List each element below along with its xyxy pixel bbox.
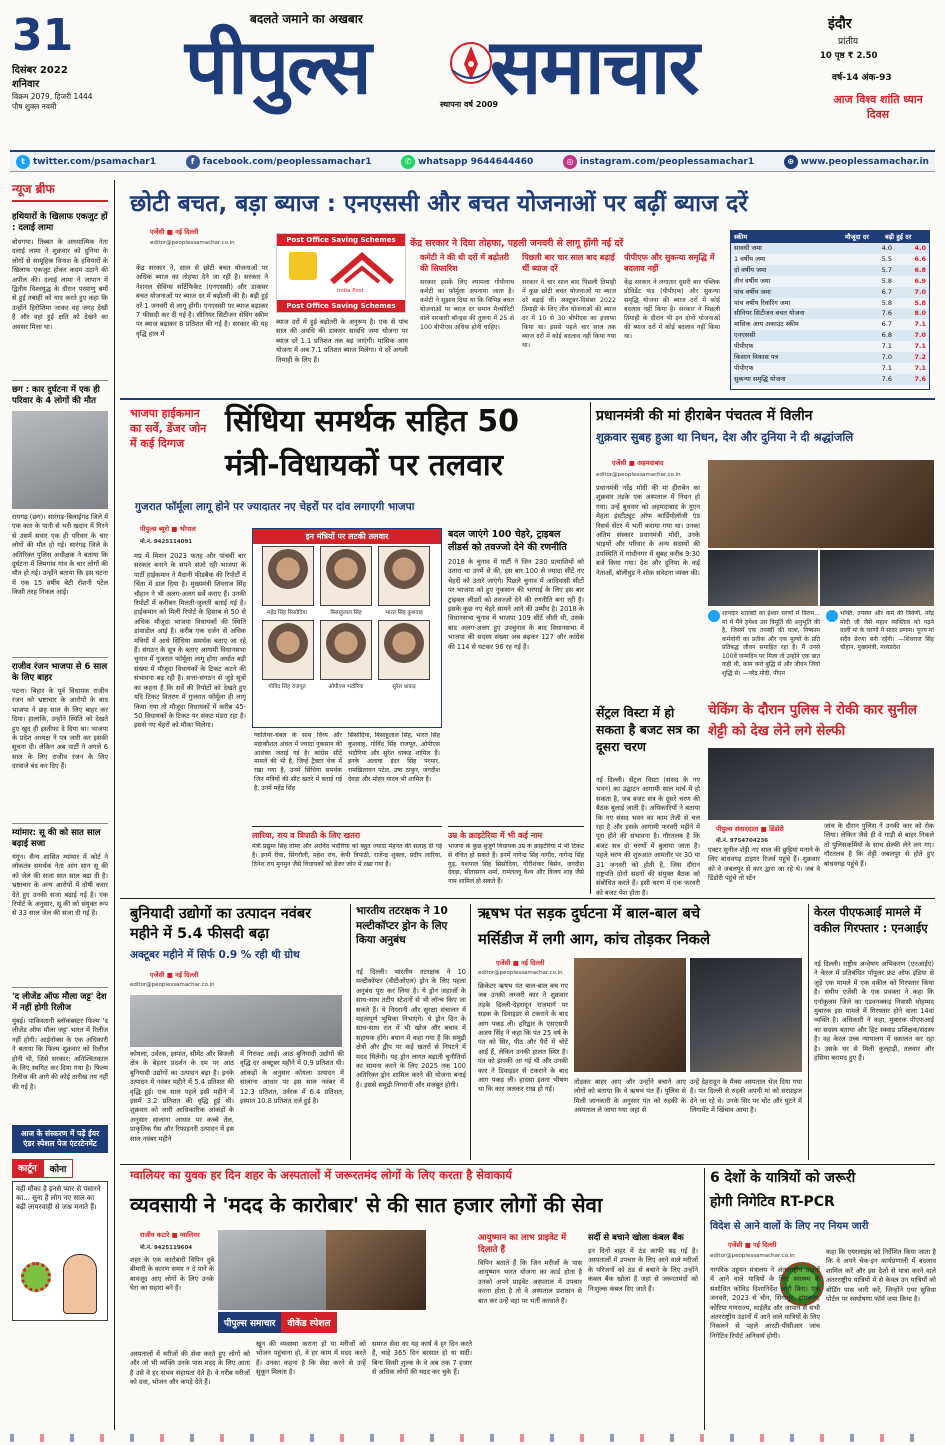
twitter-icon [826, 610, 838, 622]
heeraben-headline: प्रधानमंत्री की मां हीराबेन पंचतत्व में विलीन [596, 408, 813, 424]
rate-table-row [731, 352, 929, 363]
minister-photo-1 [262, 546, 314, 606]
website-url: www.peoplessamachar.in [800, 156, 929, 167]
rate-current-value: 7.1 [881, 342, 892, 351]
column-divider [808, 904, 809, 1160]
cartoon-figure [63, 1254, 97, 1314]
minister-name-5: गोविंद सिंह राजपूत [268, 684, 306, 690]
scindia-foot2 [448, 826, 584, 894]
rate-table-row [731, 265, 929, 276]
pant-hospital-photo [574, 958, 686, 1072]
rate-current-value: 6.8 [881, 331, 892, 340]
seva-box2-title: सर्दी से बचाने खोला कंबल बैंक [588, 1233, 684, 1243]
post-office-label-top: Post Office Saving Schemes [277, 234, 405, 246]
rate-new-value: 7.6 [914, 374, 926, 383]
rate-scheme-name: पांच वर्षीय रिकरिंग जमा [734, 298, 791, 307]
seva-body-bottom: अस्पतालों में मरीजों की सेवा करते हुए लोगों को और जो भी व्यक्ति उनके पास मदद के लिए आता है उसे वे हर संभव सहायता देते हैं। वे गरीब मरीजों को दवा, भोजन और कपड़े देते हैं। [130, 1350, 250, 1387]
minister-photo-6 [378, 620, 430, 680]
minister-photo-4 [262, 620, 314, 680]
title-right: समाचार [490, 22, 698, 111]
post-office-emblem-icon [289, 252, 317, 280]
lead-box2-title: पिछली बार चार साल बाद बढ़ाई थीं ब्याज दरें [522, 253, 615, 273]
rate-scheme-name: मासिक आय अकाउंट स्कीम [734, 320, 799, 329]
globe-icon: ⊕ [784, 155, 798, 169]
rate-new-value: 7.0 [914, 287, 926, 296]
whatsapp-link[interactable] [401, 155, 533, 169]
minister-photo-5 [320, 620, 372, 680]
cremation-photo [708, 460, 934, 548]
industry-email: editor@peoplessamachar.co.in [130, 982, 215, 988]
brief-item2-body: रायगढ़ (छग)। सारंगढ़-बिलाईगढ़ जिले में एक कार के पानी से भरी खदान में गिरने से उसमें सवार एक ही परिवार के चार लोगों की मौत हो गई। सारंगढ़ जिले के अतिरिक्त पुलिस अधीक्षक ने बताया कि दुर्घटना में लिमगांव गांव के चार लोगों की मौत हो गई। उन्होंने बताया कि इस घटना में एक 15 वर्षीय बेटी रोशनी पटेल किसी तरह निकल आई। [12, 513, 108, 597]
column-divider [704, 1168, 705, 1430]
scindia-headline-1: सिंधिया समर्थक सहित 50 [225, 404, 520, 439]
rate-header-scheme: स्कीम [734, 233, 748, 241]
rate-table-row [731, 319, 929, 330]
brief-item4-body: यंगून। सैन्य शासित म्यांमार में कोर्ट ने लोकतंत्र समर्थक नेता आंग सान सू की को जेल की सजा सात साल बढ़ा दी है। भ्रष्टाचार के अन्य आरोपों में दोषी करार देते हुए उनकी सजा बढ़ाई गई है। एक रिपोर्ट के अनुसार, सू की को संयुक्त रूप से 33 साल जेल की सजा दी गई है। [12, 853, 108, 918]
heeraben-email: editor@peoplessamachar.co.in [596, 472, 681, 478]
pfi-body: नई दिल्ली। राष्ट्रीय अन्वेषण अभिकरण (एनआईए) ने केरल में प्रतिबंधित पॉपुलर फ्रंट ऑफ इंडिया से जुड़े एक मामले में एक वकील को गिरफ्तार किया है। संघीय एजेंसी के एक प्रवक्ता ने कहा कि एर्नाकुलम जिले का एडवनक्कड़ निवासी मोहम्मद मुबारक इस मामले में गिरफ्तार होने वाला 14वां व्यक्ति है। अधिकारी ने कहा, मुबारक पीएफआई का सदस्य बताया और हिट स्क्वाड प्रशिक्षक/सदस्य है। वह केरल उच्च न्यायालय में वकालत कर रहा है। उसके घर से मिली कुल्हाड़ी, तलवार और हंसिया बरामद हुए हैं। [814, 960, 934, 1063]
checking-body-left: एक्टर सुनील शेट्टी नए साल की छुट्टियां मनाने के लिए बांधवगढ़ टाइगर रिजर्व पहुंचे हैं। शुक्रवार को वे जबलपुर से कार द्वारा जा रहे थे। जब वे डिंडोरी पहुंचे तो स्टेंन [708, 846, 820, 883]
rate-current-value: 7.1 [881, 363, 892, 372]
edition-promo: आज के संस्करण में पढ़ें ईयर एंडर स्पेशल पेज एंटरटेनमेंट [12, 1125, 108, 1153]
post-office-logo-box [276, 233, 406, 313]
print-register-strip [10, 1434, 935, 1442]
lead-col2-body: ब्याज दरों में हुई बढ़ोतरी के अनुरूप है। एक से पांच साल की अवधि की डाकघर सावधि जमा योजना पर ब्याज दरें 1.1 प्रतिशत तक बढ़ जाएंगी। मासिक आय योजना में अब 7.1 प्रतिशत ब्याज मिलेगा। ये दरें अगली तिमाही के लिए हैं। [276, 318, 408, 364]
minister-name-6: सुरेश धाकड़ [392, 684, 416, 690]
rate-current-value: 6.7 [881, 287, 892, 296]
scindia-headline-2: मंत्री-विधायकों पर तलवार [225, 448, 503, 483]
pant-email: editor@peoplessamachar.co.in [478, 970, 563, 976]
column-divider [114, 180, 115, 1430]
minister-name-2: बिसाहूलाल सिंह [330, 610, 362, 616]
rate-scheme-name: पीपीएफ [734, 342, 754, 351]
whatsapp-number: whatsapp 9644644460 [418, 156, 534, 167]
rate-scheme-name: सावधी जमा [734, 244, 762, 252]
pant-body-mid: तोड़कर बाहर आए और उन्होंने बचाने आए लोगों को बताया कि वे ऋषभ पंत हैं। पुलिस से मिली जानकारी के अनुसार पंत को रुड़की के अस्पताल ले जाया गया जहां से [574, 1078, 686, 1115]
coastguard-body: नई दिल्ली। भारतीय तटरक्षक ने 10 मल्टीकॉप्टर (वीटीओएल) ड्रोन के लिए पहला अनुबंध पूरा कर लिया है। ये ड्रोन जहाजों के साथ-साथ तटीय स्टेशनों से भी लॉन्च किए जा सकते हैं। ये निगरानी और सुरक्षा संचालन में महत्वपूर्ण भूमिका निभाएंगे। ये ड्रोन दिन के साथ-साथ रात में भी खोज और बचाव में सहायक होंगे। बयान में कहा गया है कि समुद्री क्षेत्रों और द्वीप पर कई खतरों से निपटने में मदद मिलेगी। यह ड्रोन लागत बढ़ाती चुनौतियों का सामना करने के लिए 2025 तक 100 अतिरिक्त ड्रोन शामिल करने की योजना बनाई है। इससे समुद्री निगरानी और मजबूत होगी। [356, 968, 466, 1089]
lead-box1-body: सरकार इसके लिए श्यामला गोपीनाथ कमेटी का फॉर्मूला अपनाया जाता है। कमेटी ने सुझाव दिया था कि विभिन्न बचत योजनाओं पर ब्याज दर समान मैच्योरिटी वाले सरकारी बॉन्ड्स की तुलना में 25 से 100 बीपीएस अधिक होनी चाहिए। [420, 279, 514, 331]
rtpcr-email: editor@peoplessamachar.co.in [710, 1253, 795, 1259]
heeraben-body: प्रधानमंत्री नरेंद्र मोदी की मां हीराबेन का शुक्रवार तड़के एक अस्पताल में निधन हो गया। उन्हें बुधवार को अहमदाबाद के यूएन मेहता इंस्टीट्यूट ऑफ कार्डियोलॉजी एंड रिसर्च सेंटर में भर्ती कराया गया था। उनका अंतिम संस्कार प्रधानमंत्री मोदी, उनके भाइयों और परिवार के अन्य सदस्यों की उपस्थिति में गांधीनगर में सुबह करीब 9:30 बजे किया गया। देश और दुनिया के कई नेताओं, बॉलीवुड ने शोक संवेदना व्यक्त की। [596, 484, 700, 577]
rate-table-row [731, 276, 929, 287]
brief-item2-title: छग : कार दुर्घटना में एक ही परिवार के 4 लोगों की मौत [12, 380, 108, 407]
date-day: 31 [12, 10, 74, 61]
minister-photo-3 [378, 546, 430, 606]
rate-current-value: 5.8 [881, 276, 892, 285]
scindia-byline: पीपुल्स ब्यूरो ■ भोपाल [140, 525, 196, 533]
cartoon-corner: कोना [43, 1159, 74, 1178]
rate-new-value: 7.0 [914, 331, 926, 340]
rate-current-value: 7.0 [881, 353, 892, 362]
industry-photo [130, 995, 342, 1047]
rate-scheme-name: दो वर्षीय जमा [734, 265, 767, 274]
rate-table-row [731, 308, 929, 319]
pfi-headline: केरल पीएफआई मामले में वकील गिरफ्तार : एनआईए [814, 905, 928, 935]
cartoon-caption: वहीं मौका है इनसे प्यार से पसारने का... सुना है लोग नए साल का बढ़ी लापरवाही से जश्न मनाते हैं। [16, 1185, 101, 1211]
rate-table-row [731, 298, 929, 309]
rate-table-row [731, 363, 929, 374]
rate-new-value: 6.8 [914, 265, 926, 274]
price: 10 पृष्ठ ₹ 2.50 [820, 51, 878, 61]
day-note: आज विश्व शांति ध्यान दिवस [833, 93, 923, 121]
minister-name-3: भारत सिंह कुशवाह [385, 610, 423, 616]
twitter-icon [708, 610, 720, 622]
pant-headline-2: मर्सिडीज में लगी आग, कांच तोड़कर निकले [478, 931, 711, 948]
industry-sub: अक्टूबर महीने में सिर्फ 0.9 % रही थी ग्रोथ [130, 949, 300, 961]
heeraben-byline: एजेंसी ■ अहमदाबाद [612, 459, 664, 467]
rate-table [730, 230, 930, 390]
facebook-handle: facebook.com/peoplessamachar1 [202, 156, 372, 167]
edition: प्रांतीय [838, 37, 859, 47]
coastguard-headline: भारतीय तटरक्षक ने 10 मल्टीकॉप्टर ड्रोन के लिए किया अनुबंध [356, 905, 448, 946]
hospital-ward-photo [218, 1230, 326, 1310]
lead-box3-title: पीपीएफ और सुकन्या समृद्धि में बदलाव नहीं [624, 253, 715, 273]
rate-new-value: 7.1 [914, 342, 926, 351]
rate-table-row [731, 243, 929, 254]
lead-email: editor@peoplessamachar.co.in [150, 240, 235, 246]
rate-table-header [731, 231, 929, 243]
date-block [12, 10, 122, 112]
heeraben-quote2-text: भक्ति, तपस्या और कर्म की त्रिवेणी, नरेंद्र मोदी जी जैसे महान व्यक्तित्व को गढ़ने वाली मां के चरणों में सादर प्रणाम। पूज्य मां सदैव प्रेरणा बनी रहेंगी। —शिवराज सिंह चौहान, मुख्यमंत्री, मध्यप्रदेश [840, 610, 934, 651]
rate-current-value: 4.0 [881, 244, 892, 252]
pant-body-right: उन्हें देहरादून के मैक्स अस्पताल भेज दिया गया है। पंत दिल्ली से रुड़की अपनी मां को सरप्राइज देने जा रहे थे। उनके सिर पर चोट और घुटने में लिगामेंट में खिंचाव आया है। [690, 1078, 802, 1115]
section-rule [120, 398, 935, 400]
checking-byline: पीपुल्स संवाददाता ■ डिंडोरी [716, 825, 784, 833]
rate-table-row [731, 287, 929, 298]
title-left: पीपुल्स [185, 22, 370, 111]
rate-current-value: 5.7 [881, 265, 892, 274]
brief-item1-title: हथियारों के खिलाफ एकजुट हों : दलाई लामा [12, 212, 108, 233]
rate-new-value: 6.6 [914, 254, 926, 263]
rate-new-value: 7.1 [914, 363, 926, 372]
masthead [0, 0, 945, 148]
sunil-shetty-photo [708, 748, 934, 820]
instagram-icon: ◎ [563, 155, 577, 169]
scindia-foot1-title: लारिया, राय व त्रिपाठी के लिए खतरा [252, 831, 361, 840]
rate-scheme-name: एनएससी [734, 331, 756, 340]
ministers-box-title: इन मंत्रियों पर लटकी तलवार [253, 529, 441, 544]
scindia-foot1 [252, 826, 442, 894]
rate-scheme-name: पांच वर्षीय जमा [734, 287, 771, 296]
lead-sub: केंद्र सरकार ने दिया तोहफा, पहली जनवरी से लागू होंगी नई दरें [410, 238, 624, 249]
rate-scheme-name: सुकन्या समृद्धि योजना [734, 374, 786, 383]
rate-current-value: 7.6 [881, 309, 892, 318]
section-rule [120, 1164, 935, 1165]
facebook-link[interactable] [186, 155, 372, 169]
tagline: बदलते जमाने का अखबार [250, 12, 363, 26]
rate-scheme-name: सीनियर सिटीजन बचत योजना [734, 309, 805, 318]
heeraben-quote1 [708, 610, 820, 698]
rtpcr-byline: एजेंसी ■ नई दिल्ली [728, 1241, 777, 1249]
rate-table-row [731, 341, 929, 352]
scindia-foot1-body: मंत्री प्रद्युम्न सिंह तोमर और अरविंद भदौरिया को बहुत ज्यादा मेहनत की सलाह दी गई है। इनमें रीवा, सिंगरौली, महेश राय, केपी त्रिपाठी, राजेन्द्र शुक्ला, प्रदीप लारिया, दिनेश राय मुनमुन जैसे विधायकों को डेंजर जोन में रखा गया है। [252, 843, 442, 868]
lead-box3-body: केंद्र सरकार ने लगातार दूसरी बार पब्लिक प्रोविडेंट फंड (पीपीएफ) और सुकन्या समृद्धि योजना की ब्याज दरों में कोई बदलाव नहीं किया है। सरकार ने पिछली तिमाही के दौरान भी इन दोनों योजनाओं की ब्याज दरों में कोई बदलाव नहीं किया था। [624, 279, 720, 340]
seva-box1-title: आयुष्मान का लाभ प्राइवेट में दिलाते हैं [478, 1233, 567, 1255]
seva-body-mid: खून की व्यवस्था कराना हो या मरीजों को भोजन पहुंचाना हो, वे हर काम में मदद करते हैं। उनका कहना है कि सेवा करने से उन्हें सुकून मिलता है। [256, 1340, 366, 1377]
cartoon-label: कार्टून [12, 1159, 43, 1178]
samvat: विक्रम 2079, हिजरी 1444 [12, 92, 93, 101]
social-bar [10, 150, 935, 172]
india-post-logo [327, 252, 397, 288]
rtpcr-headline-1: 6 देशों के यात्रियों को जरूरी [710, 1170, 856, 1186]
rate-current-value: 5.8 [881, 298, 892, 307]
checking-body-right: जांच के दौरान पुलिस ने उनकी कार को रोक लिया। लेकिन जैसे ही वे गाड़ी से बाहर निकले तो पुलिसकर्मियों के साथ सेल्फी लेने लग गए। गौरतलब है कि शेट्टी जबलपुर से होते हुए बांधवगढ़ पहुंचे हैं। [824, 822, 934, 868]
seva-phone: मो.नं. 9425119604 [140, 1245, 193, 1251]
rate-header-current: मौजूदा दर [845, 233, 869, 241]
rate-table-row [731, 330, 929, 341]
pant-body-left: क्रिकेटर ऋषभ पंत बाल-बाल बच गए जब उनकी लग्जरी कार ने शुक्रवार तड़के दिल्ली-देहरादून राजमार्ग पर सड़क के डिवाइडर से टकराने के बाद आग पकड़ ली। हरिद्वार के एसएसपी अजय सिंह ने कहा कि पंत 25 वर्ष के पंत को सिर, पीठ और पैरों में चोटें आईं हैं, लेकिन उनकी हालत स्थिर है। पंत को झपकी आ गई थी और उनकी कार ने डिवाइडर से टकराने के बाद आग पकड़ ली। हादसा इतना भीषण था कि कार जलकर राख हो गई। [478, 982, 568, 1094]
rate-table-row [731, 254, 929, 265]
column-divider [350, 904, 351, 1160]
industry-byline: एजेंसी ■ नई दिल्ली [150, 971, 199, 979]
india-post-brand: India Post [337, 288, 364, 294]
industry-headline: बुनियादी उद्योगों का उत्पादन नवंबर महीने में 5.4 फीसदी बढ़ा [130, 906, 312, 942]
lead-box1 [420, 252, 514, 388]
minister-name-4: ओपीएस भदौरिया [328, 684, 364, 690]
pant-headline-1: ऋषभ पंत सड़क दुर्घटना में बाल-बाल बचे [478, 905, 701, 922]
brief-item4-title: म्यांमार: सू की को सात साल बढ़ाई सजा [12, 823, 108, 850]
section-rule [120, 898, 935, 899]
seva-body-mid2: समाज सेवा का यह कार्य वे हर दिन करते हैं, चाहे 365 दिन बरसात हो या सर्दी। बिना किसी शुल्क के वे अब तक 7 हजार से अधिक लोगों की मदद कर चुके हैं। [372, 1340, 472, 1377]
lead-box3 [624, 252, 720, 388]
car-accident-photo [12, 411, 108, 509]
pen-nib-logo [448, 40, 494, 86]
news-brief-column [12, 180, 108, 1430]
vista-body: नई दिल्ली। सेंट्रल विस्टा (संसद के नए भवन) का उद्घाटन आगामी साल मार्च में हो सकता है, जब बजट सत्र के दूसरे चरण की बैठक बुलाई जाती है। अधिकारियों ने बताया कि नए संसद भवन का काम तेजी से चल रहा है और इसके आगामी फरवरी महीने में पूरा होने की संभावना है। गौरतलब है कि बजट सत्र दो चरणों में बुलाया जाता है। पहले चरण की शुरुआत आमतौर पर 30 या 31 जनवरी को होती है, जिस दौरान राष्ट्रपति दोनों सदनों की संयुक्त बैठक को संबोधित करते हैं। इसी चरण में एक फरवरी को बजट पेश होता है। [596, 776, 700, 896]
vista-headline: सेंट्रल विस्टा में हो सकता है बजट सत्र का दूसरा चरण [596, 705, 700, 754]
scindia-sub: गुजरात फॉर्मूला लागू होने पर ज्यादातर नए चेहरों पर दांव लगाएगी भाजपा [135, 501, 415, 513]
checking-headline: चेकिंग के दौरान पुलिस ने रोकी कार सुनील शेट्टी को देख लेने लगे सेल्फी [708, 702, 917, 739]
scindia-side [448, 528, 584, 828]
rtpcr-headline-2: होगी निगेटिव RT-PCR [710, 1194, 835, 1210]
scindia-foot2-title: उम्र के क्राइटेरिया में भी कई नाम [448, 831, 543, 840]
post-office-label-bottom: Post Office Saving Schemes [277, 300, 405, 312]
brief-item5-body: मुंबई। पाकिस्तानी ब्लॉकबस्टर फिल्म 'द लीजेंड ऑफ मौला जट्ट' भारत में रिलीज नहीं होगी। आईनॉक्स के एक अधिकारी ने बताया कि फिल्म शुक्रवार को रिलीज होनी थी, जिसे सरकार: अनिश्चितकाल के लिए स्थगित कर दिया गया है। फिल्म रिलीज की आगे की कोई तारीख तय नहीं की गई है। [12, 1017, 108, 1091]
brief-item3-title: राजीव रंजन भाजपा से 6 साल के लिए बाहर [12, 657, 108, 684]
seva-box1-body: विपिन बताते हैं कि जिन मरीजों के पास आयुष्मान भारत योजना का कार्ड होता है उनको अपने प्राइवेट अस्पताल में उपचार करना होता है तो वे अस्पताल प्रशासन से बात कर उन्हें वहां पर भर्ती करवाते हैं। [478, 1259, 582, 1305]
rate-scheme-name: तीन वर्षीय जमा [734, 276, 771, 285]
lead-col1-body: केंद्र सरकार ने, साल से छोटी बचत योजनाओं पर अधिक ब्याज का तोहफा देने जा रही है। सरकार ने नेशनल सेविंग्स सर्टिफिकेट (एनएससी) और डाकघर बचत योजनाओं पर ब्याज दर में बढ़ोतरी की है। बढ़ी हुई दरें 1 जनवरी से लागू होंगी। एनएससी पर ब्याज बढ़ाकर 7 फीसदी कर दी गई है। सीनियर सिटीजन सेविंग स्कीम पर ब्याज बढ़ाकर 8 प्रतिशत की गई है। सरकार की यह वृद्धि हाल में [136, 264, 268, 338]
twitter-handle: twitter.com/psamachar1 [33, 156, 157, 167]
whatsapp-icon: ✆ [401, 155, 415, 169]
virus-icon [21, 1262, 51, 1292]
rate-table-body [731, 243, 929, 385]
rate-header-new: बढ़ी हुई दर [885, 233, 912, 241]
twitter-link[interactable] [16, 155, 156, 169]
rate-current-value: 6.7 [881, 320, 892, 329]
rate-current-value: 7.6 [881, 374, 892, 383]
heeraben-quote2 [826, 610, 934, 698]
seva-box2 [588, 1232, 698, 1430]
rate-new-value: 8.0 [914, 309, 926, 318]
heeraben-quote1-text: शानदार शताब्दी का ईश्वर चरणों में विराम... मां में मैंने हमेशा उस त्रिमूर्ति की अनुभूति की है, जिसमें एक तपस्वी की यात्रा, निष्काम कर्मयोगी का प्रतीक और एक मूल्यों के प्रति प्रतिबद्ध जीवन समाहित रहा है। मैं उनसे 100वें जन्मदिन पर मिला तो उन्होंने एक बात कही थी, काम करो बुद्धि से और जीवन जियो शुद्धि से। —नरेंद्र मोदी, पीएम [722, 610, 820, 677]
brief-item1-body: बोधगया। तिब्बत के आध्यात्मिक नेता दलाई लामा ने शुक्रवार को दुनिया के लोगों से सामूहिक विनाश के हथियारों के खिलाफ एकजुट होकर कदम उठाने की अपील की। दलाई लामा ने जापान में द्वितीय विश्वयुद्ध के दौरान परमाणु बमों से हुई तबाही को याद करते हुए कहा कि उन्होंने हिरोशिमा जाकर वह जगह देखी है और वहां हुई क्षति को देखने का अवसर मिला था। [12, 238, 108, 331]
twitter-icon: t [16, 155, 30, 169]
rtpcr-body-left: नागरिक उड्डयन मंत्रालय ने अंतरराष्ट्रीय उड़ानों में आने वाले यात्रियों के लिए स्वास्थ्य के संशोधित कोविड दिशानिर्देश जारी किए। एक जनवरी, 2023 से चीन, सिंगापुर, हांगकांग, कोरिया गणराज्य, थाईलैंड और जापान से सभी अंतरराष्ट्रीय उड़ानों में आने वाले यात्रियों के लिए निकलने से पहले आरटी-पीसीआर जांच निगेटिव रिपोर्ट अनिवार्य होगी। [710, 1266, 820, 1340]
rate-new-value: 4.0 [914, 244, 926, 252]
rate-new-value: 6.9 [914, 276, 926, 285]
seva-body-left: शहर के एक कारोबारी विपिन दुबे बीमारी के कारण समय न दे पाने के बावजूद आए लोगों के लिए उनके घेरा का सहारा बने हैं। [130, 1256, 214, 1293]
scindia-kicker: भाजपा हाईकमान का सर्वे, डेंजर जोन में कई दिग्गज [130, 407, 207, 450]
seva-headline: व्यवसायी ने 'मदद के कारोबार' से की सात हजार लोगों की सेवा [130, 1193, 603, 1217]
brief-item5-title: 'द लीजेंड ऑफ मौला जट्ट' देश में नहीं होगी रिलीज [12, 987, 108, 1014]
rate-scheme-name: 1 वर्षीय जमा [734, 254, 766, 263]
tithi: पौष शुक्ल नवमी [12, 102, 57, 111]
rtpcr-body-right: कहा कि एयरलाइंस को निर्देशित किया जाता है कि वे अपने चेक-इन कार्यप्रणाली में बदलाव शामिल करें और इस देशों से यात्रा करने वाले अंतरराष्ट्रीय यात्रियों में से केवल उन यात्रियों को बोर्डिंग पास जारी करें, जिन्होंने एयर सुविधा पोर्टल पर स्वघोषणा फॉर्म जमा किया है। [826, 1248, 936, 1304]
scindia-side-body: 2018 के चुनाव में पार्टी ने जिन 230 प्रत्याशियों को उतारा था उनमें से की, इस बार 100 से ज्यादा सीटें नए चेहरों को उतारे जाएंगे। पिछले चुनाव में आदिवासी सीटों पर भाजपा को हुए नुकसान की भरपाई के लिए इस बार ट्राइबल लीडरों को तवज्जो देने की रणनीति बना रही है। इसके कुछ नए चेहरे सामने आने की उम्मीद है। 2018 के विधानसभा चुनाव में भाजपा 109 सीटें जीती थी, उसके बाद अलग-अलग हुए उपचुनाव के बाद विधानसभा में भाजपा की सदस्य संख्या अब बढ़कर 127 और कांग्रेस की 114 से घटकर 96 रह गई है। [448, 558, 584, 651]
brief-label: न्यूज ब्रीफ [12, 180, 108, 202]
seva-byline: राजीव कटारे ■ ग्वालियर [140, 1231, 200, 1239]
rate-new-value: 5.8 [914, 298, 926, 307]
founded: स्थापना वर्ष 2009 [440, 100, 499, 109]
brief-item3-body: पटना। बिहार के पूर्व विधायक राजीव रंजन को भ्रष्टाचार के आरोपों के बाद भाजपा ने छह साल के लिए बाहर कर दिया। हालांकि, उन्होंने स्थिति को देखते हुए खुद ही इस्तीफा दे दिया था। भाजपा के प्रदेश अध्यक्ष ने पत्र जारी कर इसकी सूचना दी। लेकिन अब पार्टी ने अगले 6 साल के लिए राजीव रंजन के लिए दरवाजे बंद कर दिए हैं। [12, 687, 108, 771]
issue: वर्ष-14 अंक-93 [832, 73, 892, 83]
date-month: दिसंबर 2022 [12, 65, 68, 76]
lead-byline: एजेंसी ■ नई दिल्ली [150, 228, 199, 236]
rate-scheme-name: किसान विकास पत्र [734, 353, 779, 362]
scindia-phone: मो.नं. 9425114091 [140, 539, 193, 545]
industry-body-right: में गिरावट आई। आठ बुनियादी उद्योगों की वृद्धि दर अक्टूबर महीने में 0.9 प्रतिशत थी। आंकड़ों के अनुसार कोयला उत्पादन में सालाना आधार पर इस साल नवंबर में 12.3 प्रतिशत, उर्वरक में 6.4 प्रतिशत, इस्पात 10.8 प्रतिशत दर्ज हुई है। [240, 1050, 344, 1106]
rate-current-value: 5.5 [881, 254, 892, 263]
lead-box2-body: सरकार ने चार साल बाद पिछली तिमाही में कुछ छोटी बचत योजनाओं पर ब्याज दरें बढ़ाई थीं। अक्टूबर-दिसंबर 2022 तिमाही के लिए तीन योजनाओं की ब्याज दर में 10 से 30 बीपीएस का इजाफा किया था। इससे पहले चार साल तक ब्याज दरों में कोई बदलाव नहीं किया गया था। [522, 279, 616, 349]
website-link[interactable] [784, 155, 929, 169]
rate-new-value: 7.2 [914, 353, 926, 362]
family-photo [820, 550, 934, 606]
badge-weekend: वीकेंड स्पेशल [281, 1312, 336, 1333]
lead-box2 [522, 252, 616, 388]
column-divider [590, 402, 591, 894]
cartoon-panel [12, 1181, 108, 1321]
rate-new-value: 7.1 [914, 320, 926, 329]
pm-tribute-photo [708, 550, 818, 606]
minister-name-1: महेंद्र सिंह सिसोदिया [267, 610, 307, 616]
burnt-car-photo [690, 958, 802, 1072]
vipin-dubey-photo [326, 1230, 426, 1310]
heeraben-sub: शुक्रवार सुबह हुआ था निधन, देश और दुनिया ने दी श्रद्धांजलि [596, 430, 854, 444]
instagram-handle: instagram.com/peoplessamachar1 [579, 156, 755, 167]
seva-kicker: ग्वालियर का युवक हर दिन शहर के अस्पतालों में जरूरतमंद लोगों के लिए करता है सेवाकार्य [130, 1168, 512, 1182]
cartoon-header [12, 1159, 108, 1178]
rate-table-row [731, 374, 929, 385]
pant-byline: एजेंसी ■ नई दिल्ली [496, 959, 545, 967]
column-divider [470, 904, 471, 1160]
badge-brand: पीपुल्स समाचार [218, 1312, 281, 1333]
lead-box1-title: कमेटी ने की थी दरों में बढ़ोतरी की सिफारिश [420, 253, 510, 273]
rate-scheme-name: पीपीएफ [734, 363, 754, 372]
scindia-body-left: मप्र में मिशन 2023 फतह और पांचवीं बार सरकार बनाने के सपने संजो रही भाजपा के पार्टी हाईकमान ने मैदानी फीडबैक की रिपोर्टों में चिंता में डाल दिया है। मुख्यमंत्री शिवराज सिंह चौहान ने भी अलग-अलग सर्वे कराए हैं। उनकी रिपोर्टों में करीबन मिलती-जुलती बताई गई है। हाईकमान को मिली रिपोर्ट के हिसाब से 50 से अधिक मौजूदा भाजपा विधायकों की स्थिति डांवाडोल आई है। करीब एक दर्जन से अधिक मंत्रियों में आधे सिंधिया समर्थक बताए जा रहे हैं। संगठन के सूत्र के बताए आगामी विधानसभा चुनाव में गुजरात फॉर्मूला लागू होगा अर्थात बड़ी संख्या में मौजूदा विधायकों के टिकट कटने की संभावना बढ़ रही है। सत्ता-संगठन से जुड़े सूत्रों का कहना है कि सर्वे की रिपोर्टों को देखते हुए यदि टिकट वितरण में गुजरात फॉर्मूला ही लागू किया गया तो मौजूदा विधायकों में करीब 45-50 विधायकों के टिकट पर संकट मंडरा रहा है। इससे नए चेहरों को मौका मिलेगा। [134, 552, 246, 730]
minister-photo-2 [320, 546, 372, 606]
ministers-caption-right: सिसोदिया, बिसाहूलाल सिंह, भारत सिंह कुशवाह, गोविंद सिंह राजपूत, ओपीएस भदौरिया और सुरेश धाकड़ शामिल हैं। इनके अलावा इंदर सिंह परमार, रामखिलावन पटेल, उषा ठाकुर, जगदीश देवड़ा और मोहन यादव भी शामिल हैं। [348, 732, 440, 783]
checking-phone: मो.नं. 9754704236 [716, 838, 769, 844]
instagram-link[interactable] [563, 155, 754, 169]
weekend-special-badge [218, 1310, 426, 1334]
scindia-side-title: बदल जाएंगे 100 चेहरे, ट्राइबल लीडर्स को तवज्जो देने की रणनीति [448, 529, 567, 553]
seva-box1 [478, 1232, 582, 1430]
ministers-caption-left: ग्वालियर-चंबल के साथ विंध्य और महाकौशल अंचल में ज्यादा नुकसान की आशंका जताई गई है। कांग्रेस सीटें मामले की भी है, जिन्हें ट्रैक्टर चेक में रखा गया है, उनमें सिंधिया समर्थक जिन मंत्रियों की सीट खतरे में बताई गई है, उनमें महेंद्र सिंह [254, 732, 342, 792]
weekday: शनिवार [12, 79, 40, 90]
seva-box2-body: इन दिनों शहर में ठंड काफी बढ़ गई है। अस्पतालों में उपचार के लिए आने वाले मरीजों के परिजनों को ठंड से बचाने के लिए उन्होंने कंबल बैंक खोला है जहां से जरूरतमंदों को निःशुल्क कंबल दिए जाते हैं। [588, 1247, 698, 1293]
rtpcr-sub: विदेश से आने वालों के लिए नए नियम जारी [710, 1221, 869, 1232]
lead-headline: छोटी बचत, बड़ा ब्याज : एनएससी और बचत योजनाओं पर बढ़ीं ब्याज दरें [130, 191, 748, 217]
industry-body-left: कोयला, उर्वरक, इस्पात, सीमेंट और बिजली क्षेत्र के बेहतर प्रदर्शन के दम पर आठ बुनियादी उद्योगों का उत्पादन बढ़ा है। इनके उत्पादन में नवंबर महीने में 5.4 प्रतिशत की वृद्धि हुई। एक साल पहले इसी महीने में इसमें 3.2 प्रतिशत की वृद्धि हुई थी। शुक्रवार को जारी आधिकारिक आंकड़ों के अनुसार सालाना आधार पर कच्चे तेल, प्राकृतिक गैस और रिफाइनरी उत्पादन में इस साल नवंबर महीने [130, 1050, 234, 1143]
facebook-icon: f [186, 155, 200, 169]
city: इंदौर [828, 16, 852, 32]
scindia-foot2-body: भाजपा के कुछ बुजुर्ग विधायक उम्र के क्राइटेरिया में भी टिकट से वंचित हो सकते हैं। इनमें नागेन्द्र सिंह नागौद, नागेन्द्र सिंह गुढ़, यशपाल सिंह सिसोदिया, गौरीशंकर बिसेन, जगदीश देवड़ा, सीतासरन शर्मा, रामलल्लू वैश्य और विजय शाह जैसे नाम शामिल हो सकते हैं। [448, 843, 584, 886]
